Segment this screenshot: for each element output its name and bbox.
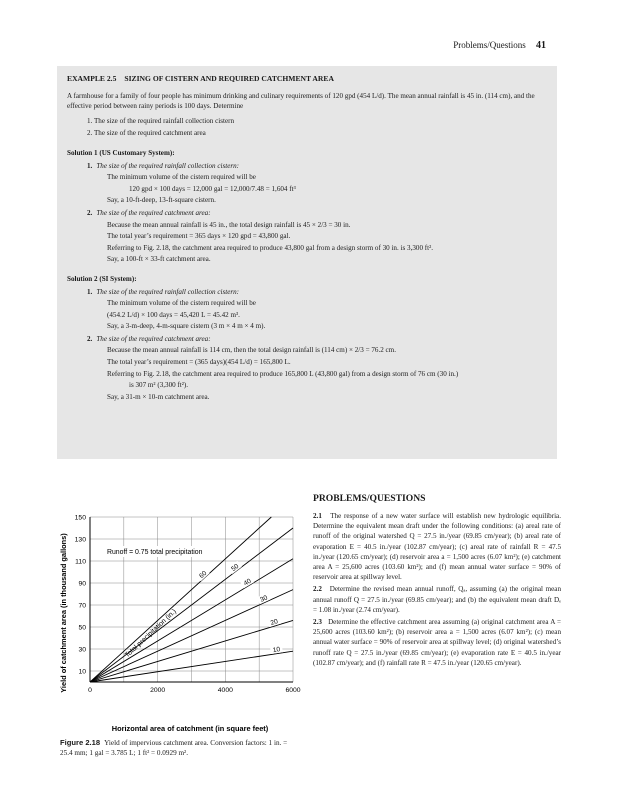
problem-number: 2.2 [313,585,322,594]
s2-line-d: Because the mean annual rainfall is 114 cm, then the total design rainfall is (114 cm) × 2/3 = 76.2 cm. [107,346,396,355]
series-label-group [267,616,281,627]
s2-line-f2: is 307 m² (3,300 ft²). [129,381,189,390]
x-tick-label: 2000 [150,687,166,694]
y-tick-label: 150 [74,514,86,522]
s1-step2 [87,208,547,219]
solution1-heading: Solution 1 (US Customary System): [67,148,175,157]
series-label-group [196,568,210,582]
s1-line-c: Say, a 10-ft-deep, 13-ft-square cistern. [107,196,216,205]
problem-text: The response of a new water surface will establish new hydrologic equilibria. Determine the equivalent mean draft under the following conditions: (a) areal rate of runoff of the original watershed Q = 27.5 in./year (69.85 cm/year); (b) areal rate of evaporation E = 40.5 in./year (102.87 cm/year); (c) areal rate of rainfall R = 47.5 in./year (120.65 cm/year); (d) reservoir area a = 1,500 acres (6.07 km²); (e) catchment area A = 25,600 acres (103.60 km²); and (f) mean annual water surface = 90% of reservoir area at spillway level. [313,512,561,582]
problem-number: 2.1 [313,512,322,520]
s2-line-e: The total year’s requirement = (365 days)(454 L/d) = 165,800 L. [107,358,291,367]
example-label: EXAMPLE 2.5 [67,74,117,83]
y-tick-label: 10 [78,668,86,676]
s1-step1-num: 1. [87,161,93,170]
y-tick-label: 130 [74,536,86,544]
problems-title: PROBLEMS/QUESTIONS [313,493,426,504]
determine-item: 2. The size of the required catchment area [87,129,206,138]
figure-caption [60,738,298,758]
series-label-group [257,593,271,605]
s2-line-b: (454.2 L/d) × 100 days = 45,420 L = 45.42 m³. [107,310,240,319]
yield-chart [55,505,305,735]
s1-step2-num: 2. [87,208,93,217]
x-tick-label: 0 [88,687,92,694]
chart-series-labels [196,561,283,655]
running-head [453,40,546,51]
x-axis-label: Horizontal area of catchment (in square feet) [111,724,269,733]
s1-line-d: Because the mean annual rainfall is 45 in., the total design rainfall is 45 × 2/3 = 30 in. [107,220,351,229]
s2-step1-title: The size of the required rainfall collection cistern: [96,287,240,296]
running-title: Problems/Questions [453,40,526,50]
s2-line-f: Referring to Fig. 2.18, the catchment area required to produce 165,800 L (43,800 gal) from a design storm of 76 cm (30 in.) [107,369,459,378]
problem-text: Determine the revised mean annual runoff, Qₐ, assuming (a) the original mean annual runoff Q = 27.5 in./year (69.85 cm/year); and (b) the equivalent mean draft Dₑ = 1.08 in./year (2.74 cm/year). [313,585,561,614]
y-tick-label: 50 [78,624,86,632]
runoff-annotation: Runoff = 0.75 total precipitation [107,549,203,556]
y-tick-label: 90 [78,580,86,588]
y-tick-label: 30 [78,646,86,654]
s1-line-a: The minimum volume of the cistern required will be [107,173,256,182]
s1-step1-title: The size of the required rainfall collection cistern: [96,161,240,170]
s2-line-c: Say, a 3-m-deep, 4-m-square cistern (3 m × 4 m × 4 m). [107,322,266,331]
s2-step2-title: The size of the required catchment area: [96,334,211,343]
s2-step2-num: 2. [87,334,93,343]
s1-step1 [87,161,547,172]
problem-2-3 [313,617,561,668]
s1-line-f: Referring to Fig. 2.18, the catchment area required to produce 43,800 gal from a design storm of 30 in. is 3,300 ft². [107,243,433,252]
figure-caption-text: Yield of impervious catchment area. Conversion factors: 1 in. = 25.4 mm; 1 gal = 3.785 L; 1 ft² = 0.0929 m². [60,739,288,757]
series-label-group [228,561,242,575]
s2-step2 [87,334,547,345]
series-label: 40 [242,577,253,588]
series-label: 50 [230,562,241,573]
y-axis-label: Yield of catchment area (in thousand gallons) [59,533,68,693]
example-intro: A farmhouse for a family of four people has minimum drinking and culinary requirements of 120 gpd (454 L/d). The mean annual rainfall is 45 in. (114 cm), and the effective period between rainy periods is 100 days. Determine [67,91,535,111]
problem-number: 2.3 [313,618,322,627]
series-line [90,517,271,682]
series-label: 20 [269,618,279,627]
series-label-group [240,576,254,589]
s2-step1-num: 1. [87,287,93,296]
y-tick-label: 110 [75,558,86,566]
series-label: 30 [259,594,269,604]
total-precipitation-annotation: Total precipitation (in.) [123,608,178,660]
problem-2-1 [313,511,561,582]
x-tick-label: 6000 [285,687,301,694]
solution2-heading: Solution 2 (SI System): [67,274,137,283]
x-tick-label: 4000 [217,687,233,694]
example-box [57,66,557,459]
s2-line-a: The minimum volume of the cistern required will be [107,299,256,308]
series-label: 10 [272,646,281,655]
s1-line-g: Say, a 100-ft × 33-ft catchment area. [107,255,211,264]
y-tick-label: 70 [78,602,86,610]
example-title [67,74,547,85]
s2-line-g: Say, a 31-m × 10-m catchment area. [107,392,210,401]
page-number: 41 [536,40,546,51]
problems-list [313,511,561,670]
problem-2-2 [313,584,561,615]
s1-line-e: The total year’s requirement = 365 days × 120 gpd = 43,800 gal. [107,232,291,241]
determine-item: 1. The size of the required rainfall collection cistern [87,116,235,125]
problem-text: Determine the effective catchment area assuming (a) original catchment area A = 25,600 acres (103.60 km²); (b) reservoir area a = 1,500 acres (6.07 km²); (c) mean annual water surface = 90% of reservoir area at spillway level; (d) original watershed’s runoff rate Q = 27.5 in./year (69.85 cm/year); (e) evaporation rate E = 40.5 in./year (102.87 cm/year); and (f) rainfall rate R = 47.5 in./year (120.65 cm/year). [313,618,561,667]
example-heading: SIZING OF CISTERN AND REQUIRED CATCHMENT AREA [124,74,334,83]
determine-list [87,116,547,139]
figure-label: Figure 2.18 [60,738,101,747]
s1-step2-title: The size of the required catchment area: [96,208,211,217]
s1-line-b: 120 gpd × 100 days = 12,000 gal = 12,000/7.48 = 1,604 ft³ [129,184,296,193]
s2-step1 [87,287,547,298]
series-label: 60 [198,569,209,581]
